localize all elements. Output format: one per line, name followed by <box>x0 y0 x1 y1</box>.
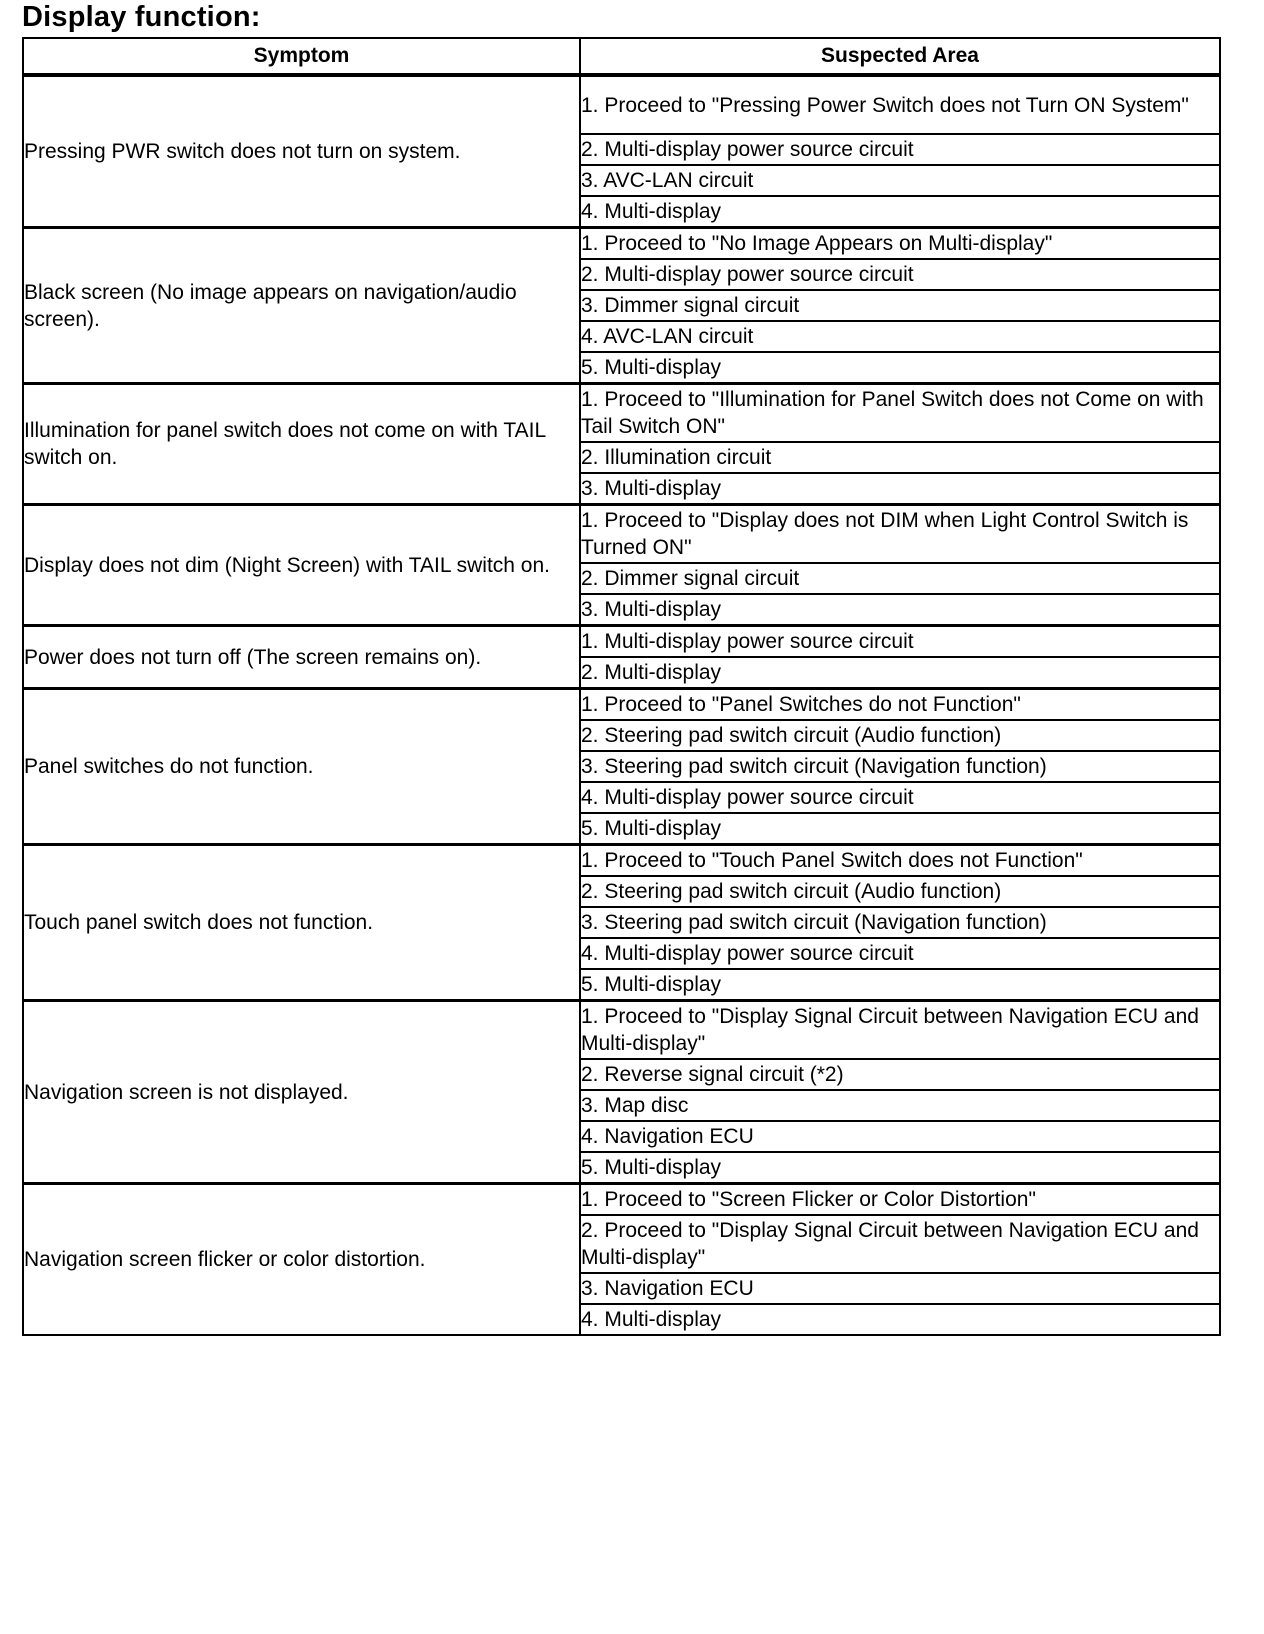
symptom-cell: Navigation screen is not displayed. <box>23 1001 580 1184</box>
suspected-area-cell: 2. Dimmer signal circuit <box>580 563 1220 594</box>
suspected-area-cell: 3. Map disc <box>580 1090 1220 1121</box>
symptom-cell: Panel switches do not function. <box>23 689 580 845</box>
suspected-area-cell: 1. Proceed to "Display Signal Circuit between Navigation ECU and Multi-display" <box>580 1001 1220 1060</box>
suspected-area-cell: 3. Steering pad switch circuit (Navigation function) <box>580 751 1220 782</box>
table-row <box>23 75 1220 134</box>
suspected-area-cell: 2. Illumination circuit <box>580 442 1220 473</box>
table-row <box>23 1001 1220 1060</box>
suspected-area-cell: 1. Proceed to "Pressing Power Switch does not Turn ON System" <box>580 75 1220 134</box>
suspected-area-cell: 2. Steering pad switch circuit (Audio function) <box>580 720 1220 751</box>
symptom-cell: Black screen (No image appears on navigation/audio screen). <box>23 228 580 384</box>
suspected-area-cell: 3. Dimmer signal circuit <box>580 290 1220 321</box>
suspected-area-cell: 1. Proceed to "Display does not DIM when Light Control Switch is Turned ON" <box>580 505 1220 564</box>
suspected-area-cell: 2. Steering pad switch circuit (Audio function) <box>580 876 1220 907</box>
suspected-area-cell: 2. Multi-display <box>580 657 1220 689</box>
table-row <box>23 505 1220 564</box>
table-body <box>23 75 1220 1335</box>
symptom-cell: Pressing PWR switch does not turn on system. <box>23 75 580 228</box>
symptom-cell: Touch panel switch does not function. <box>23 845 580 1001</box>
table-header-row <box>23 38 1220 75</box>
display-function-table <box>22 37 1221 1336</box>
suspected-area-cell: 3. Multi-display <box>580 473 1220 505</box>
suspected-area-cell: 1. Proceed to "Screen Flicker or Color Distortion" <box>580 1184 1220 1216</box>
suspected-area-cell: 4. Navigation ECU <box>580 1121 1220 1152</box>
suspected-area-cell: 2. Proceed to "Display Signal Circuit between Navigation ECU and Multi-display" <box>580 1215 1220 1273</box>
symptom-cell: Illumination for panel switch does not come on with TAIL switch on. <box>23 384 580 505</box>
symptom-cell: Display does not dim (Night Screen) with TAIL switch on. <box>23 505 580 626</box>
header-suspected-area: Suspected Area <box>580 38 1220 75</box>
suspected-area-cell: 5. Multi-display <box>580 352 1220 384</box>
table-row <box>23 1184 1220 1216</box>
table-row <box>23 626 1220 658</box>
suspected-area-cell: 1. Proceed to "Touch Panel Switch does not Function" <box>580 845 1220 877</box>
suspected-area-cell: 4. Multi-display <box>580 196 1220 228</box>
suspected-area-cell: 5. Multi-display <box>580 813 1220 845</box>
suspected-area-cell: 5. Multi-display <box>580 969 1220 1001</box>
page-title: Display function: <box>22 1 261 33</box>
suspected-area-cell: 4. Multi-display power source circuit <box>580 938 1220 969</box>
suspected-area-cell: 5. Multi-display <box>580 1152 1220 1184</box>
symptom-cell: Navigation screen flicker or color distortion. <box>23 1184 580 1336</box>
symptom-cell: Power does not turn off (The screen remains on). <box>23 626 580 689</box>
suspected-area-cell: 1. Multi-display power source circuit <box>580 626 1220 658</box>
table-row <box>23 384 1220 443</box>
table-row <box>23 689 1220 721</box>
suspected-area-cell: 2. Multi-display power source circuit <box>580 134 1220 165</box>
suspected-area-cell: 4. Multi-display power source circuit <box>580 782 1220 813</box>
suspected-area-cell: 3. AVC-LAN circuit <box>580 165 1220 196</box>
table-row <box>23 845 1220 877</box>
suspected-area-cell: 3. Navigation ECU <box>580 1273 1220 1304</box>
suspected-area-cell: 2. Multi-display power source circuit <box>580 259 1220 290</box>
suspected-area-cell: 1. Proceed to "No Image Appears on Multi-display" <box>580 228 1220 260</box>
suspected-area-cell: 3. Multi-display <box>580 594 1220 626</box>
header-symptom: Symptom <box>23 38 580 75</box>
suspected-area-cell: 4. Multi-display <box>580 1304 1220 1335</box>
suspected-area-cell: 1. Proceed to "Panel Switches do not Function" <box>580 689 1220 721</box>
suspected-area-cell: 3. Steering pad switch circuit (Navigation function) <box>580 907 1220 938</box>
suspected-area-cell: 1. Proceed to "Illumination for Panel Switch does not Come on with Tail Switch ON" <box>580 384 1220 443</box>
suspected-area-cell: 2. Reverse signal circuit (*2) <box>580 1059 1220 1090</box>
suspected-area-cell: 4. AVC-LAN circuit <box>580 321 1220 352</box>
table-row <box>23 228 1220 260</box>
